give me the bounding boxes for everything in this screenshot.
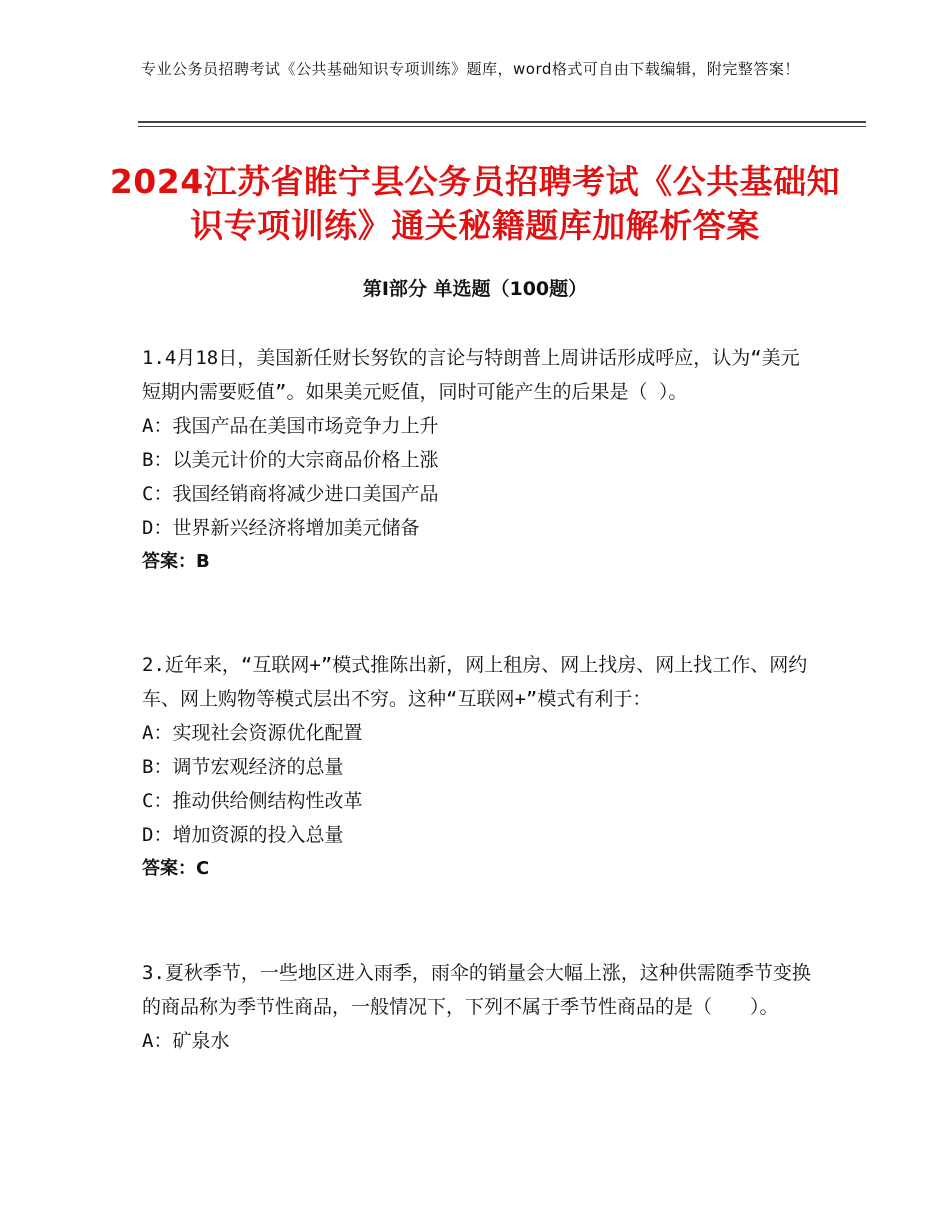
question-stem: 3.夏秋季节，一些地区进入雨季，雨伞的销量会大幅上涨，这种供需随季节变换的商品称为季节性商品，一般情况下，下列不属于季节性商品的是（ ）。 bbox=[142, 962, 811, 1018]
option-d: D：增加资源的投入总量 bbox=[142, 824, 344, 846]
option-a: A：我国产品在美国市场竞争力上升 bbox=[142, 415, 439, 437]
header-note: 专业公务员招聘考试《公共基础知识专项训练》题库，word格式可自由下载编辑，附完整答案！ bbox=[141, 60, 800, 78]
option-a: A：矿泉水 bbox=[142, 1030, 230, 1052]
option-d: D：世界新兴经济将增加美元储备 bbox=[142, 517, 420, 539]
question-3 bbox=[142, 956, 812, 1058]
answer: 答案：C bbox=[142, 858, 210, 879]
option-c: C：我国经销商将减少进口美国产品 bbox=[142, 483, 439, 505]
question-stem: 2.近年来，“互联网+”模式推陈出新，网上租房、网上找房、网上找工作、网约车、网上购物等模式层出不穷。这种“互联网+”模式有利于： bbox=[142, 654, 808, 710]
question-stem: 1.4月18日，美国新任财长努钦的言论与特朗普上周讲话形成呼应，认为“美元短期内需要贬值”。如果美元贬值，同时可能产生的后果是（ ）。 bbox=[142, 347, 800, 403]
answer: 答案：B bbox=[142, 551, 210, 572]
option-c: C：推动供给侧结构性改革 bbox=[142, 790, 363, 812]
header-rule-thin bbox=[138, 126, 866, 127]
question-1 bbox=[142, 341, 812, 579]
section-heading: 第Ⅰ部分 单选题（100题） bbox=[362, 278, 588, 300]
header-rule-thick bbox=[138, 121, 866, 123]
question-2 bbox=[142, 648, 812, 886]
option-a: A：实现社会资源优化配置 bbox=[142, 722, 363, 744]
option-b: B：以美元计价的大宗商品价格上涨 bbox=[142, 449, 439, 471]
document-title: 2024江苏省睢宁县公务员招聘考试《公共基础知识专项训练》通关秘籍题库加解析答案 bbox=[109, 162, 841, 245]
option-b: B：调节宏观经济的总量 bbox=[142, 756, 344, 778]
